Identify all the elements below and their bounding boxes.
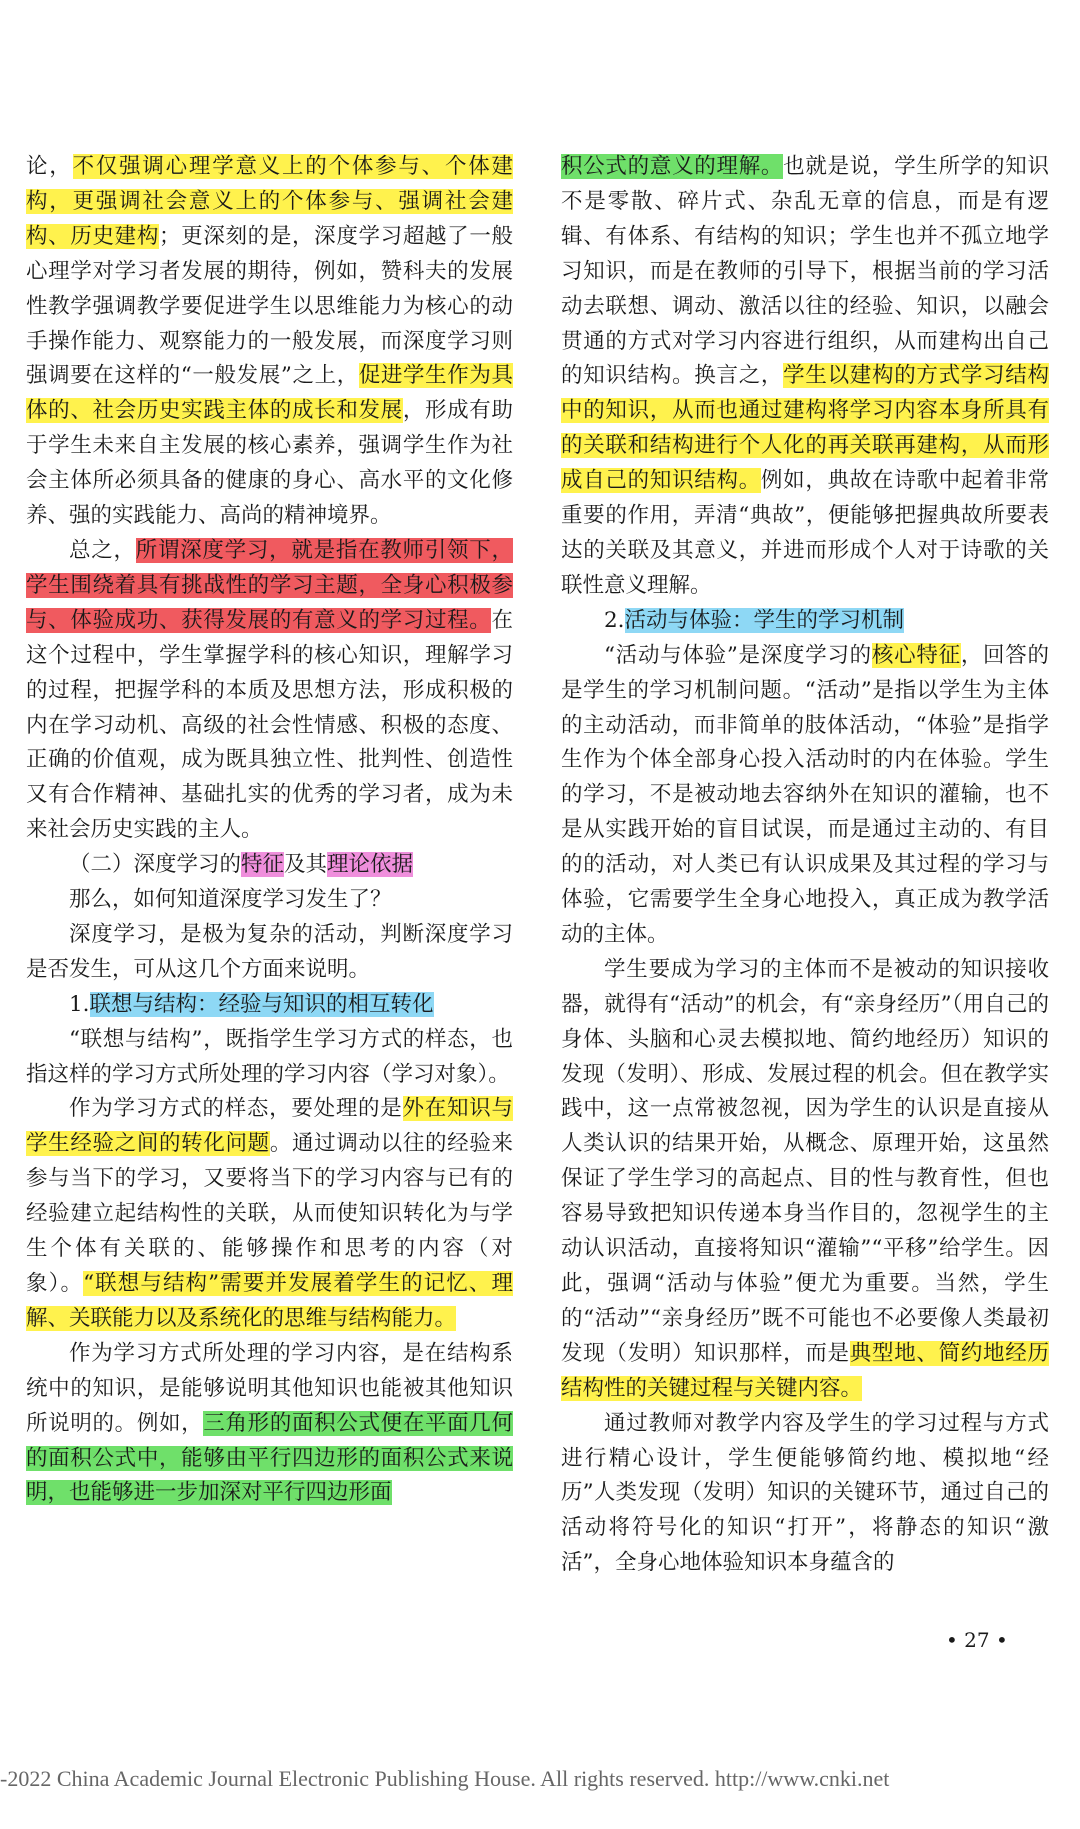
text-segment: 例如，典故在诗歌中起着非常重要的作用，弄清“典故”，便能够把握典故所要表达的关联及其意义，并进而形成个人对于诗歌的关联性意义理解。	[561, 468, 1049, 598]
paragraph	[561, 1407, 1049, 1582]
paragraph	[26, 1092, 513, 1336]
text-segment: ；更深刻的是，深度学习超越了一般心理学对学习者发展的期待，例如，赞科夫的发展性教学强调教学要促进学生以思维能力为核心的动手操作能力、观察能力的一般发展，而深度学习则强调要在这样的“一般发展”之上，	[26, 223, 513, 389]
highlighted-text: 核心特征	[871, 642, 961, 668]
text-segment: “活动与体验”是深度学习的	[604, 642, 872, 668]
highlighted-text: “联想与结构”需要并发展着学生的记忆、理解、关联能力以及系统化的思维与结构能力。	[26, 1271, 513, 1331]
text-segment: 在这个过程中，学生掌握学科的核心知识，理解学习的过程，把握学科的本质及思想方法，形成积极的内在学习动机、高级的社会性情感、积极的态度、正确的价值观，成为既具独立性、批判性、创造性又有合作精神、基础扎实的优秀的学习者，成为未来社会历史实践的主人。	[26, 607, 513, 843]
text-segment: 1.	[69, 991, 90, 1017]
highlighted-text: 典型地、简约地经历结构性的关键过程与关键内容。	[561, 1340, 1049, 1401]
highlighted-text: 促进学生作为具体的、社会历史实践主体的成长和发展	[26, 363, 513, 424]
text-segment: 那么，如何知道深度学习发生了？	[69, 887, 392, 913]
highlighted-text: 积公式的意义的理解。	[561, 154, 784, 179]
paragraph	[26, 918, 513, 988]
subsection-heading	[26, 988, 513, 1023]
paragraph	[26, 150, 513, 534]
text-segment: 2.	[604, 607, 625, 633]
text-segment: “联想与结构”，既指学生学习方式的样态，也指这样的学习方式所处理的学习内容（学习对象）。	[26, 1026, 513, 1087]
paragraph	[26, 1337, 513, 1512]
paragraph	[26, 534, 513, 848]
highlighted-text: 不仅强调心理学意义上的个体参与、个体建构，更强调社会意义上的个体参与、强调社会建构、历史建构	[26, 154, 513, 249]
text-segment: ，形成有助于学生未来自主发展的核心素养，强调学生作为社会主体所必须具备的健康的身心、高水平的文化修养、强的实践能力、高尚的精神境界。	[26, 398, 513, 529]
highlighted-text: 外在知识与学生经验之间的转化问题	[26, 1096, 513, 1157]
paragraph	[561, 953, 1049, 1407]
text-segment: 及其	[284, 852, 328, 878]
highlighted-text: 三角形的面积公式便在平面几何的面积公式中，能够由平行四边形的面积公式来说明，也能够进一步加深对平行四边形面	[26, 1410, 513, 1506]
copyright-footer: -2022 China Academic Journal Electronic Publishing House. All rights reserved. http://www.cnki.net	[0, 1766, 890, 1791]
text-segment: 通过教师对教学内容及学生的学习过程与方式进行精心设计，学生便能够简约地、模拟地“经历”人类发现（发明）知识的关键环节，通过自己的活动将符号化的知识“打开”，将静态的知识“激活”，全身心地体验知识本身蕴含的	[561, 1410, 1049, 1576]
text-segment: 总之，	[69, 537, 136, 563]
subsection-heading	[561, 604, 1049, 639]
text-segment: 深度学习，是极为复杂的活动，判断深度学习是否发生，可从这几个方面来说明。	[26, 921, 513, 982]
text-segment: 。通过调动以往的经验来参与当下的学习，又要将当下的学习内容与已有的经验建立起结构性的关联，从而使知识转化为与学生个体有关联的、能够操作和思考的内容（对象）。	[26, 1131, 513, 1296]
text-segment: 论，	[26, 154, 73, 179]
section-heading	[26, 848, 513, 883]
paragraph	[561, 150, 1049, 604]
text-segment: （二）深度学习的	[69, 852, 242, 878]
paragraph	[26, 883, 513, 918]
highlighted-text: 活动与体验：学生的学习机制	[624, 607, 905, 633]
highlighted-text: 联想与结构：经验与知识的相互转化	[89, 991, 434, 1017]
text-segment: ，回答的是学生的学习机制问题。“活动”是指以学生为主体的主动活动，而非简单的肢体活动，“体验”是指学生作为个体全部身心投入活动时的内在体验。学生的学习，不是被动地去容纳外在知识的灌输，也不是从实践开始的盲目试误，而是通过主动的、有目的的活动，对人类已有认识成果及其过程的学习与体验，它需要学生全身心地投入，真正成为教学活动的主体。	[561, 642, 1049, 947]
text-segment: 作为学习方式所处理的学习内容，是在结构系统中的知识，是能够说明其他知识也能被其他知识所说明的。例如，	[26, 1340, 513, 1436]
text-segment: 作为学习方式的样态，要处理的是	[69, 1096, 403, 1122]
highlighted-text: 理论依据	[327, 852, 414, 878]
paragraph	[561, 639, 1049, 953]
paragraph	[26, 1023, 513, 1093]
highlighted-text: 所谓深度学习，就是指在教师引领下，学生围绕着具有挑战性的学习主题，全身心积极参与、体验成功、获得发展的有意义的学习过程。	[26, 537, 513, 633]
page-number: • 27 •	[946, 1628, 1008, 1652]
text-segment: 学生要成为学习的主体而不是被动的知识接收器，就得有“活动”的机会，有“亲身经历”（用自己的身体、头脑和心灵去模拟地、简约地经历）知识的发现（发明）、形成、发展过程的机会。但在教学实践中，这一点常被忽视，因为学生的认识是直接从人类认识的结果开始，从概念、原理开始，这虽然保证了学生学习的高起点、目的性与教育性，但也容易导致把知识传递本身当作目的，忽视学生的主动认识活动，直接将知识“灌输”“平移”给学生。因此，强调“活动与体验”便尤为重要。当然，学生的“活动”“亲身经历”既不可能也不必要像人类最初发现（发明）知识那样，而是	[561, 956, 1049, 1366]
text-segment: 也就是说，学生所学的知识不是零散、碎片式、杂乱无章的信息，而是有逻辑、有体系、有结构的知识；学生也并不孤立地学习知识，而是在教师的引导下，根据当前的学习活动去联想、调动、激活以往的经验、知识，以融会贯通的方式对学习内容进行组织，从而建构出自己的知识结构。换言之，	[561, 154, 1049, 389]
highlighted-text: 特征	[241, 852, 285, 878]
right-column	[561, 150, 1049, 1581]
left-column	[26, 150, 513, 1511]
highlighted-text: 学生以建构的方式学习结构中的知识，从而也通过建构将学习内容本身所具有的关联和结构进行个人化的再关联再建构，从而形成自己的知识结构。	[561, 363, 1049, 494]
